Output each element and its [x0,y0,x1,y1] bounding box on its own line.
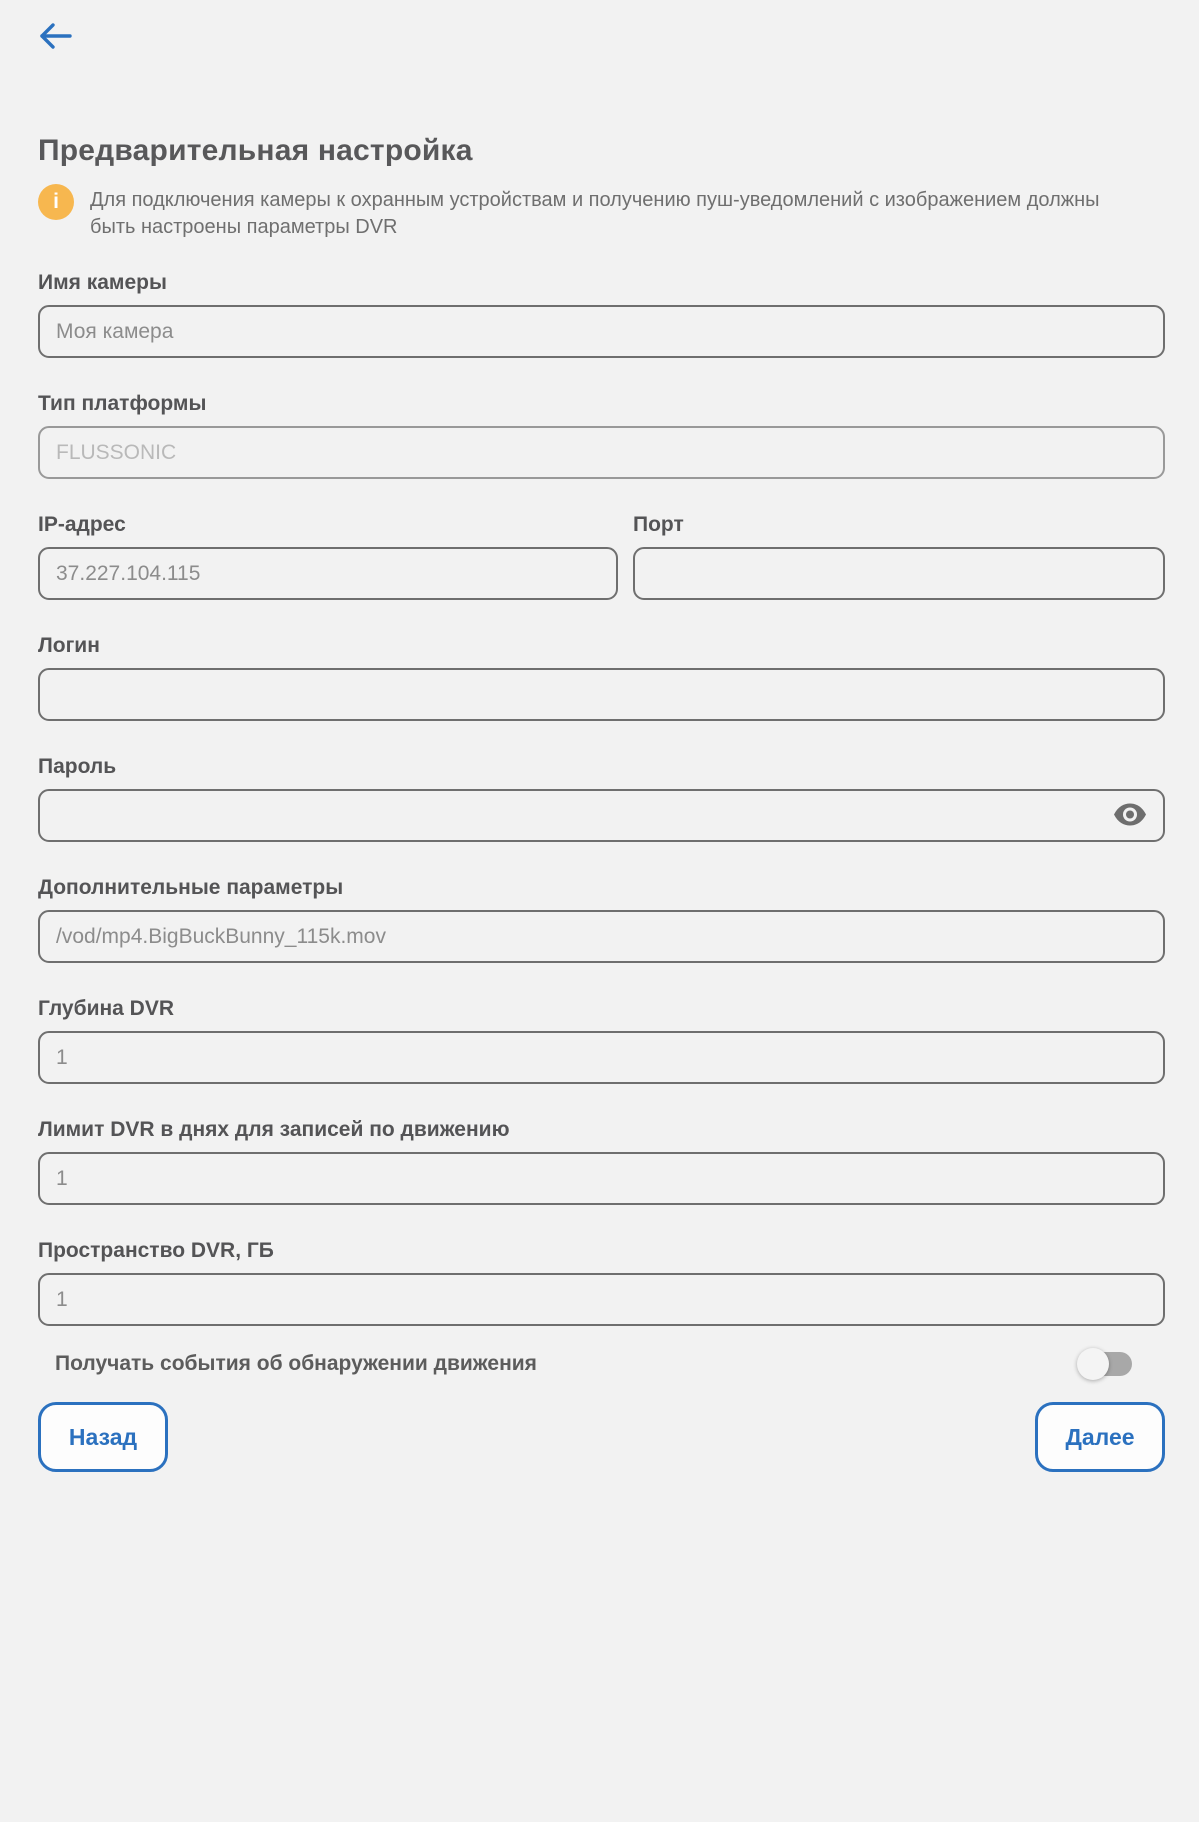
field-password [38,755,1165,842]
login-input[interactable] [38,668,1165,721]
dvr-depth-label: Глубина DVR [38,997,175,1020]
camera-name-label: Имя камеры [38,271,167,294]
preliminary-setup-page [0,18,1199,1822]
toggle-password-visibility-button[interactable] [1113,802,1147,829]
field-login [38,634,1165,721]
platform-type-label: Тип платформы [38,392,207,415]
wizard-buttons-row [38,1402,1165,1472]
info-text: Для подключения камеры к охранным устройствам и получению пуш-уведомлений с изображением должны быть настроены параметры DVR [90,189,1100,238]
port-input[interactable] [633,547,1165,600]
field-dvr-depth [38,997,1165,1084]
dvr-motion-limit-label: Лимит DVR в днях для записей по движению [38,1118,510,1141]
login-label: Логин [38,634,100,657]
motion-events-toggle-switch[interactable] [1080,1352,1132,1376]
field-dvr-motion-limit [38,1118,1165,1205]
next-step-button[interactable]: Далее [1035,1402,1165,1472]
password-input[interactable] [38,789,1165,842]
platform-type-input [38,426,1165,479]
ip-address-input[interactable] [38,547,618,600]
extra-params-input[interactable] [38,910,1165,963]
dvr-space-input[interactable] [38,1273,1165,1326]
field-ip-address [38,513,618,600]
motion-events-toggle-label: Получать события об обнаружении движения [55,1352,537,1375]
eye-icon [1113,802,1147,829]
info-banner [38,184,1165,241]
dvr-depth-input[interactable] [38,1031,1165,1084]
page-title: Предварительная настройка [38,134,473,167]
ip-address-label: IP-адрес [38,513,126,536]
info-icon: i [38,184,74,220]
camera-settings-form [38,271,1165,1326]
extra-params-label: Дополнительные параметры [38,876,344,899]
field-camera-name [38,271,1165,358]
password-label: Пароль [38,755,117,778]
arrow-left-icon [38,21,74,54]
field-dvr-space [38,1239,1165,1326]
motion-events-toggle-row [38,1352,1165,1376]
dvr-motion-limit-input[interactable] [38,1152,1165,1205]
toggle-thumb [1077,1348,1109,1380]
field-platform-type [38,392,1165,479]
field-row-ip-port [38,513,1165,600]
back-button[interactable] [38,18,82,56]
field-extra-params [38,876,1165,963]
port-label: Порт [633,513,684,536]
camera-name-input[interactable] [38,305,1165,358]
back-step-button[interactable]: Назад [38,1402,168,1472]
field-port [633,513,1165,600]
dvr-space-label: Пространство DVR, ГБ [38,1239,274,1262]
